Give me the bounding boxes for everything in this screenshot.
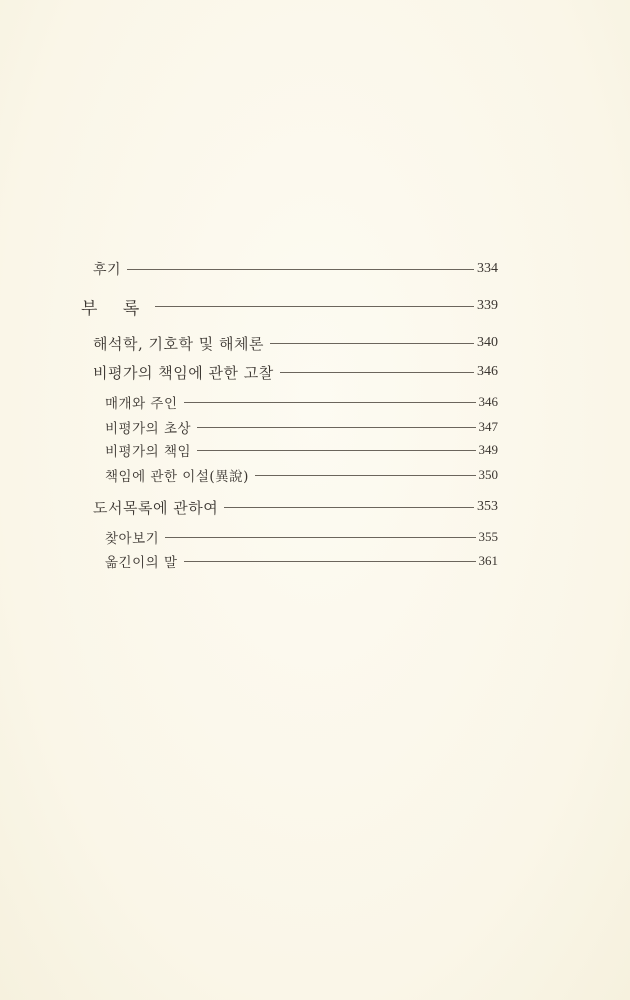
toc-entry-critic-portrait bbox=[105, 416, 498, 438]
toc-entry-bibliography bbox=[93, 496, 498, 518]
toc-entry-title: 찾아보기 bbox=[105, 531, 160, 547]
toc-entry-dissenting-view bbox=[105, 464, 498, 486]
toc-entry-title: 후기 bbox=[93, 262, 122, 278]
toc-entry-title: 책임에 관한 이설(異說) bbox=[105, 469, 249, 485]
toc-entry-title: 부 록 bbox=[81, 298, 150, 319]
leader-line bbox=[165, 537, 475, 538]
toc-entry-page: 361 bbox=[478, 553, 498, 568]
toc-entry-page: 346 bbox=[478, 394, 498, 409]
toc-entry-title: 비평가의 초상 bbox=[105, 421, 192, 437]
toc-entry-title: 도서목록에 관하여 bbox=[93, 498, 219, 517]
toc-entry-page: 347 bbox=[478, 419, 498, 434]
leader-line bbox=[127, 269, 474, 270]
toc-entry-index bbox=[105, 526, 498, 548]
toc-entry-page: 350 bbox=[478, 467, 498, 482]
toc-entry-page: 339 bbox=[477, 298, 498, 313]
toc-entry-critic-responsibility bbox=[105, 439, 498, 461]
leader-line bbox=[184, 561, 476, 562]
toc-entry-title: 비평가의 책임 bbox=[105, 444, 192, 460]
toc-entry-critic-responsibility-reflection bbox=[93, 361, 498, 383]
toc-entry-title: 매개와 주인 bbox=[105, 396, 178, 412]
toc-entry-page: 355 bbox=[478, 529, 498, 544]
leader-line bbox=[270, 343, 474, 344]
leader-line bbox=[224, 507, 474, 508]
leader-line bbox=[184, 402, 476, 403]
toc-entry-hermeneutics bbox=[93, 332, 498, 354]
leader-line bbox=[255, 475, 476, 476]
toc-entry-mediation bbox=[105, 391, 498, 413]
toc-entry-title: 옮긴이의 말 bbox=[105, 555, 178, 571]
leader-line bbox=[280, 372, 474, 373]
leader-line bbox=[197, 450, 475, 451]
toc-entry-page: 353 bbox=[477, 499, 498, 514]
leader-line bbox=[155, 306, 474, 307]
toc-entry-page: 340 bbox=[477, 335, 498, 350]
toc-entry-page: 349 bbox=[478, 442, 498, 457]
toc-entry-appendix bbox=[81, 295, 498, 317]
toc-entry-afterword bbox=[93, 258, 498, 280]
toc-entry-title: 해석학, 기호학 및 해체론 bbox=[93, 334, 264, 353]
toc-entry-title: 비평가의 책임에 관한 고찰 bbox=[93, 363, 274, 382]
toc-entry-page: 334 bbox=[477, 261, 498, 276]
toc-entry-page: 346 bbox=[477, 364, 498, 379]
leader-line bbox=[197, 427, 475, 428]
toc-entry-translator-note bbox=[105, 550, 498, 572]
